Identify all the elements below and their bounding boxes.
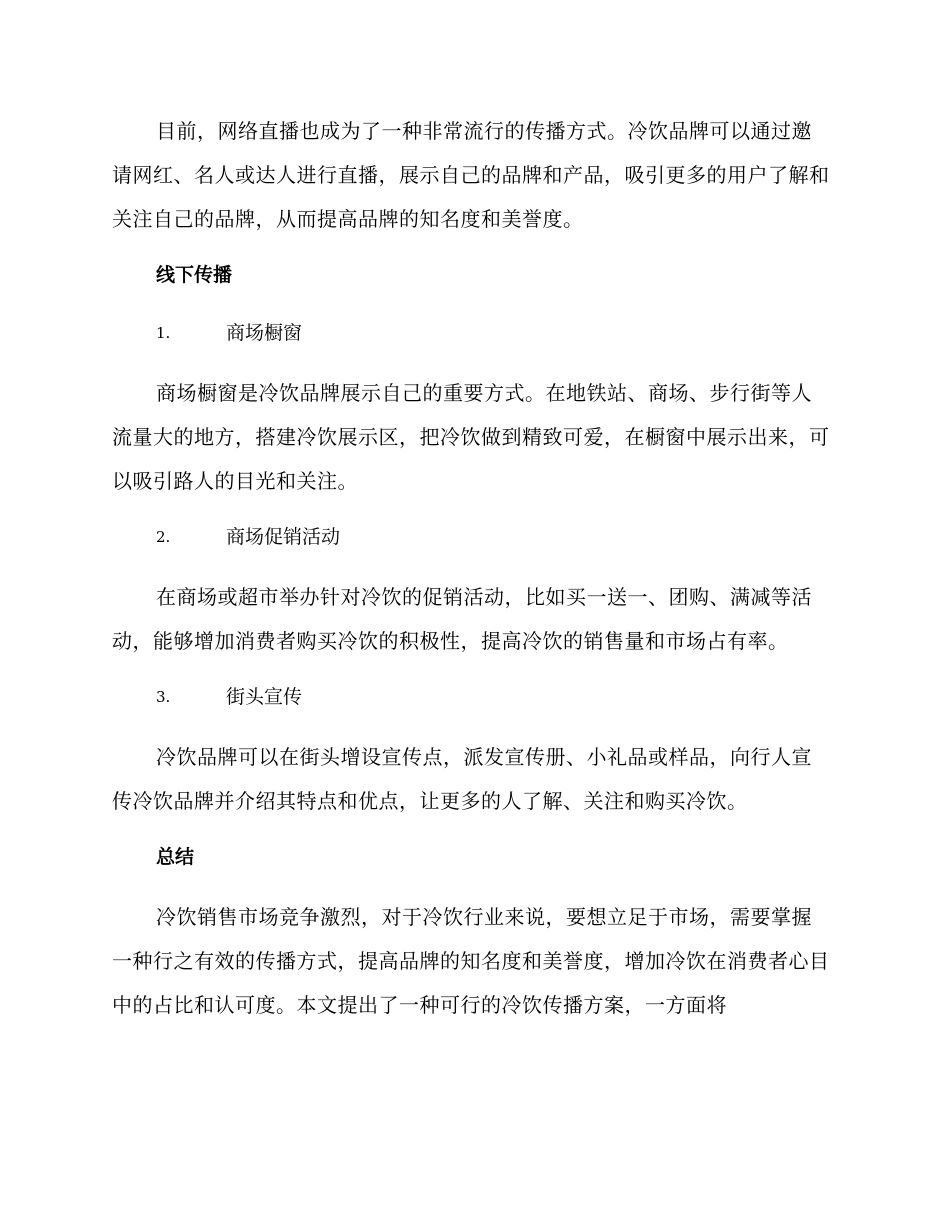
list-item-mall-window	[112, 313, 832, 353]
list-item-street-promotion	[112, 677, 832, 717]
list-label: 商场橱窗	[226, 322, 303, 344]
paragraph-mall-promotion: 在商场或超市举办针对冷饮的促销活动，比如买一送一、团购、满减等活动，能够增加消费者购买冷饮的积极性，提高冷饮的销售量和市场占有率。	[112, 585, 812, 653]
list-label: 商场促销活动	[226, 526, 341, 548]
paragraph-street-promotion: 冷饮品牌可以在街头增设宣传点，派发宣传册、小礼品或样品，向行人宣传冷饮品牌并介绍其特点和优点，让更多的人了解、关注和购买冷饮。	[112, 745, 812, 813]
list-number: 3.	[156, 688, 171, 706]
paragraph-mall-window: 商场橱窗是冷饮品牌展示自己的重要方式。在地铁站、商场、步行街等人流量大的地方，搭建冷饮展示区，把冷饮做到精致可爱，在橱窗中展示出来，可以吸引路人的目光和关注。	[112, 381, 830, 493]
heading-offline-promotion: 线下传播	[156, 264, 233, 286]
paragraph-live-streaming: 目前，网络直播也成为了一种非常流行的传播方式。冷饮品牌可以通过邀请网红、名人或达人进行直播，展示自己的品牌和产品，吸引更多的用户了解和关注自己的品牌，从而提高品牌的知名度和美誉度。	[112, 119, 830, 231]
list-number: 2.	[156, 528, 171, 546]
list-label: 街头宣传	[226, 686, 303, 708]
document-page	[112, 109, 832, 1041]
paragraph-summary: 冷饮销售市场竞争激烈，对于冷饮行业来说，要想立足于市场，需要掌握一种行之有效的传播方式，提高品牌的知名度和美誉度，增加冷饮在消费者心目中的占比和认可度。本文提出了一种可行的冷饮传播方案，一方面将	[112, 905, 830, 1017]
heading-summary: 总结	[156, 846, 195, 868]
list-item-mall-promotion	[112, 517, 832, 557]
list-number: 1.	[156, 324, 171, 342]
